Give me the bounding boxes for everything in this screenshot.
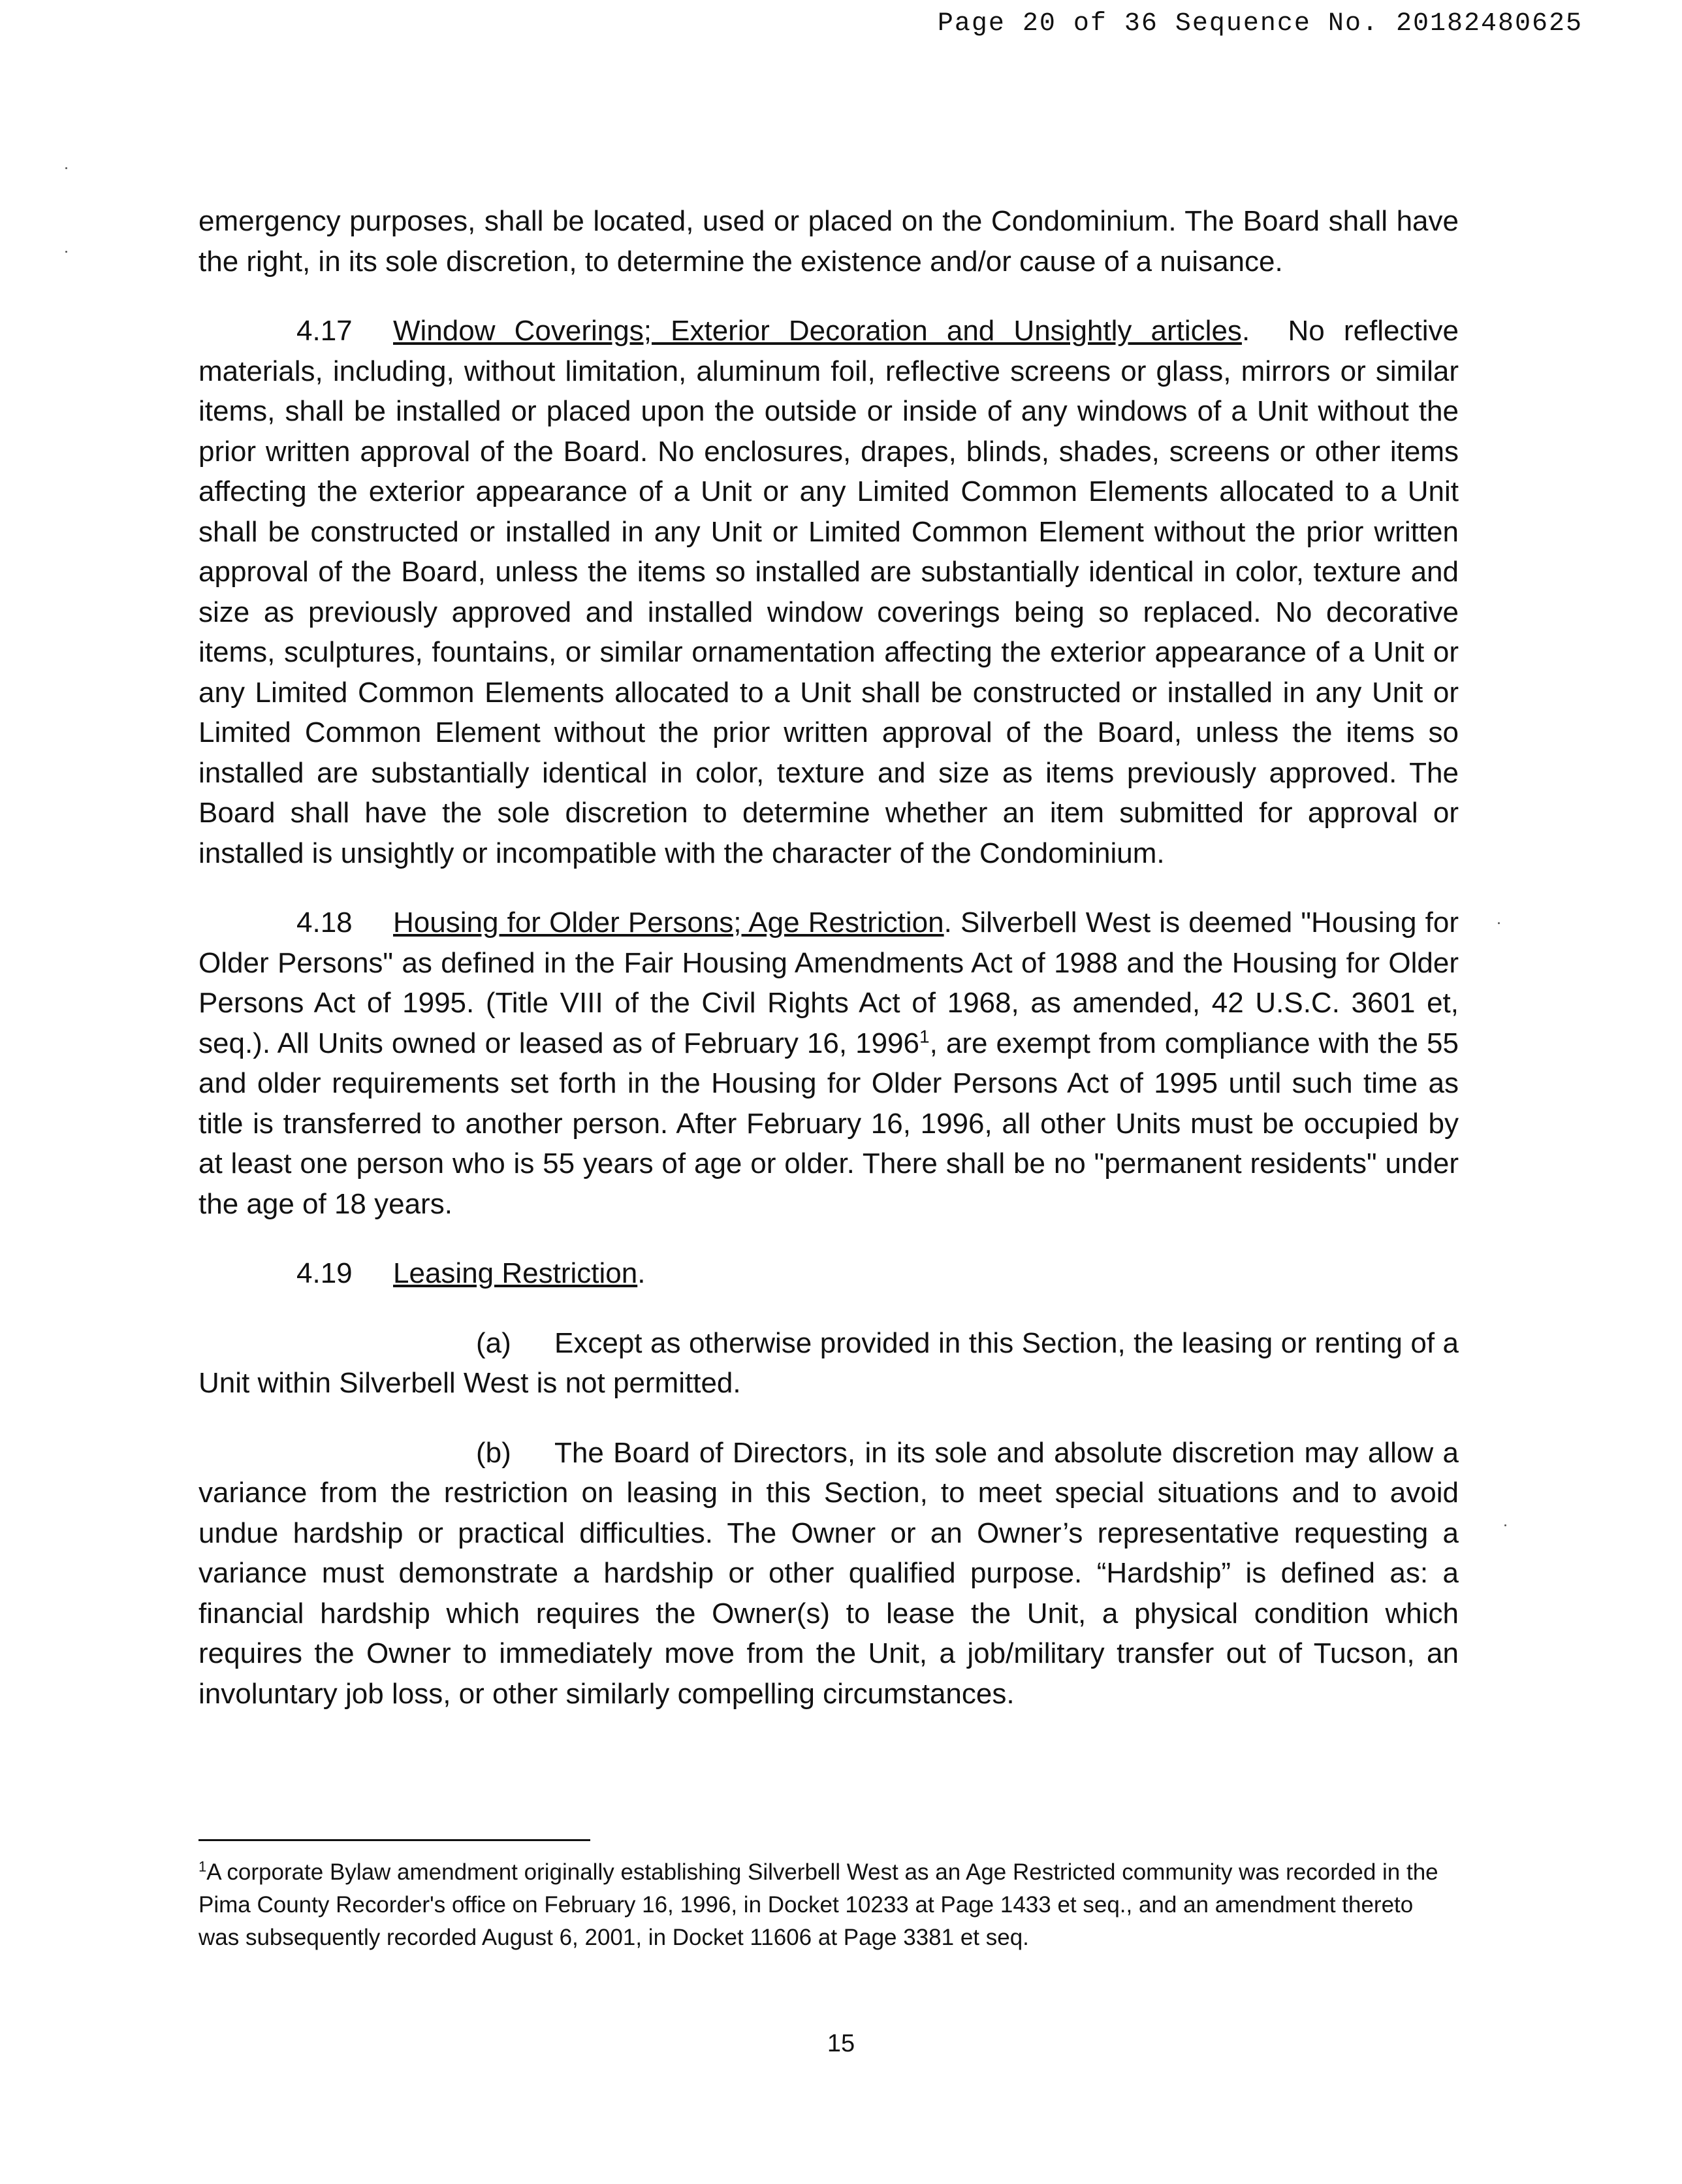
footnote-divider [198, 1839, 590, 1841]
section-title: Housing for Older Persons; Age Restriction [393, 907, 944, 939]
section-body: Silverbell West is deemed "Housing for Older Persons" as defined in the Fair Housing Amendments Act of 1988 and the Housing for Older Persons Act of 1995. (Title VIII of the Civil Rights Act of 1968, as amended, 42 U.S.C. 3601 et, seq.). All Units owned or leased as of February 16, 1996 [198, 907, 1459, 1059]
section-body: No reflective materials, including, without limitation, aluminum foil, reflective screens or glass, mirrors or similar items, shall be installed or placed upon the outside or inside of any windows of a Unit without the prior written approval of the Board. No enclosures, drapes, blinds, shades, screens or other items affecting the exterior appearance of a Unit or any Limited Common Elements allocated to a Unit shall be constructed or installed in any Unit or Limited Common Element without the prior written approval of the Board, unless the items so installed are substantially identical in color, texture and size as previously approved and installed window coverings being so replaced. No decorative items, sculptures, fountains, or similar ornamentation affecting the exterior appearance of a Unit or any Limited Common Elements allocated to a Unit shall be constructed or installed in any Unit or Limited Common Element without the prior written approval of the Board, unless the items so installed are substantially identical in color, texture and size as items previously approved. The Board shall have the sole discretion to determine whether an item submitted for approval or installed is unsightly or incompatible with the character of the Condominium. [198, 315, 1459, 869]
document-body [198, 201, 1459, 1743]
footnote-text: A corporate Bylaw amendment originally establishing Silverbell West as an Age Restricted community was recorded in the Pima County Recorder's office on February 16, 1996, in Docket 10233 at Page 1433 et seq., and an amendment thereto was subsequently recorded August 6, 2001, in Docket 11606 at Page 3381 et seq. [198, 1859, 1438, 1950]
subsection-text: The Board of Directors, in its sole and absolute discretion may allow a variance from the restriction on leasing in this Section, to meet special situations and to avoid undue hardship or practical difficulties. The Owner or an Owner’s representative requesting a variance must demonstrate a hardship or other qualified purpose. “Hardship” is defined as: a financial hardship which requires the Owner(s) to lease the Unit, a physical condition which requires the Owner to immediately move from the Unit, a job/military transfer out of Tucson, an involuntary job loss, or other similarly compelling circumstances. [198, 1436, 1459, 1710]
subsection-label: (b) [476, 1436, 511, 1469]
page-header: Page 20 of 36 Sequence No. 20182480625 [937, 9, 1583, 39]
scan-speck [65, 167, 67, 169]
intro-paragraph: emergency purposes, shall be located, used or placed on the Condominium. The Board shall have the right, in its sole discretion, to determine the existence and/or cause of a nuisance. [198, 205, 1459, 278]
section-4-19: 4.19 Leasing Restriction. [198, 1253, 1459, 1294]
section-body-continued: , are exempt from compliance with the 55 and older requirements set forth in the Housing for Older Persons Act of 1995 until such time as title is transferred to another person. After February 16, 1996, all other Units must be occupied by at least one person who is 55 years of age or older. There shall be no "permanent residents" under the age of 18 years. [198, 1027, 1459, 1220]
footnote-mark: 1 [198, 1858, 207, 1875]
footnote-reference: 1 [919, 1025, 930, 1046]
section-title: Leasing Restriction [393, 1257, 638, 1289]
section-number: 4.19 [296, 1257, 353, 1289]
subsection-text: Except as otherwise provided in this Section, the leasing or renting of a Unit within Silverbell West is not permitted. [198, 1326, 1459, 1399]
page-number: 15 [827, 2030, 855, 2057]
section-number: 4.17 [296, 315, 353, 347]
section-4-17: 4.17 Window Coverings; Exterior Decoration and Unsightly articles. No reflective materials, including, without limitation, aluminum foil, reflective screens or glass, mirrors or similar items, shall be installed or placed upon the outside or inside of any windows of a Unit without the prior written approval of the Board. No enclosures, drapes, blinds, shades, screens or other items affecting the exterior appearance of a Unit or any Limited Common Elements allocated to a Unit shall be constructed or installed in any Unit or Limited Common Element without the prior written approval of the Board, unless the items so installed are substantially identical in color, texture and size as previously approved and installed window coverings being so replaced. No decorative items, sculptures, fountains, or similar ornamentation affecting the exterior appearance of a Unit or any Limited Common Elements allocated to a Unit shall be constructed or installed in any Unit or Limited Common Element without the prior written approval of the Board, unless the items so installed are substantially identical in color, texture and size as items previously approved. The Board shall have the sole discretion to determine whether an item submitted for approval or installed is unsightly or incompatible with the character of the Condominium. [198, 311, 1459, 873]
subsection-a [198, 1323, 1459, 1404]
section-number: 4.18 [296, 907, 353, 939]
scan-speck [1504, 1524, 1506, 1526]
scan-speck [65, 251, 67, 253]
section-4-18: 4.18 Housing for Older Persons; Age Restriction. Silverbell West is deemed "Housing for Older Persons" as defined in the Fair Housing Amendments Act of 1988 and the Housing for Older Persons Act of 1995. (Title VIII of the Civil Rights Act of 1968, as amended, 42 U.S.C. 3601 et, seq.). All Units owned or leased as of February 16, 1996$^1$, are exempt from compliance with the 55 and older requirements set forth in the Housing for Older Persons Act of 1995 until such time as title is transferred to another person. After February 16, 1996, all other Units must be occupied by at least one person who is 55 years of age or older. There shall be no "permanent residents" under the age of 18 years. [198, 903, 1459, 1224]
subsection-label: (a) [476, 1326, 511, 1359]
scan-speck [1498, 922, 1500, 924]
section-title: Window Coverings; Exterior Decoration and Unsightly articles [393, 315, 1242, 347]
footnote [198, 1856, 1459, 1954]
subsection-b [198, 1433, 1459, 1714]
